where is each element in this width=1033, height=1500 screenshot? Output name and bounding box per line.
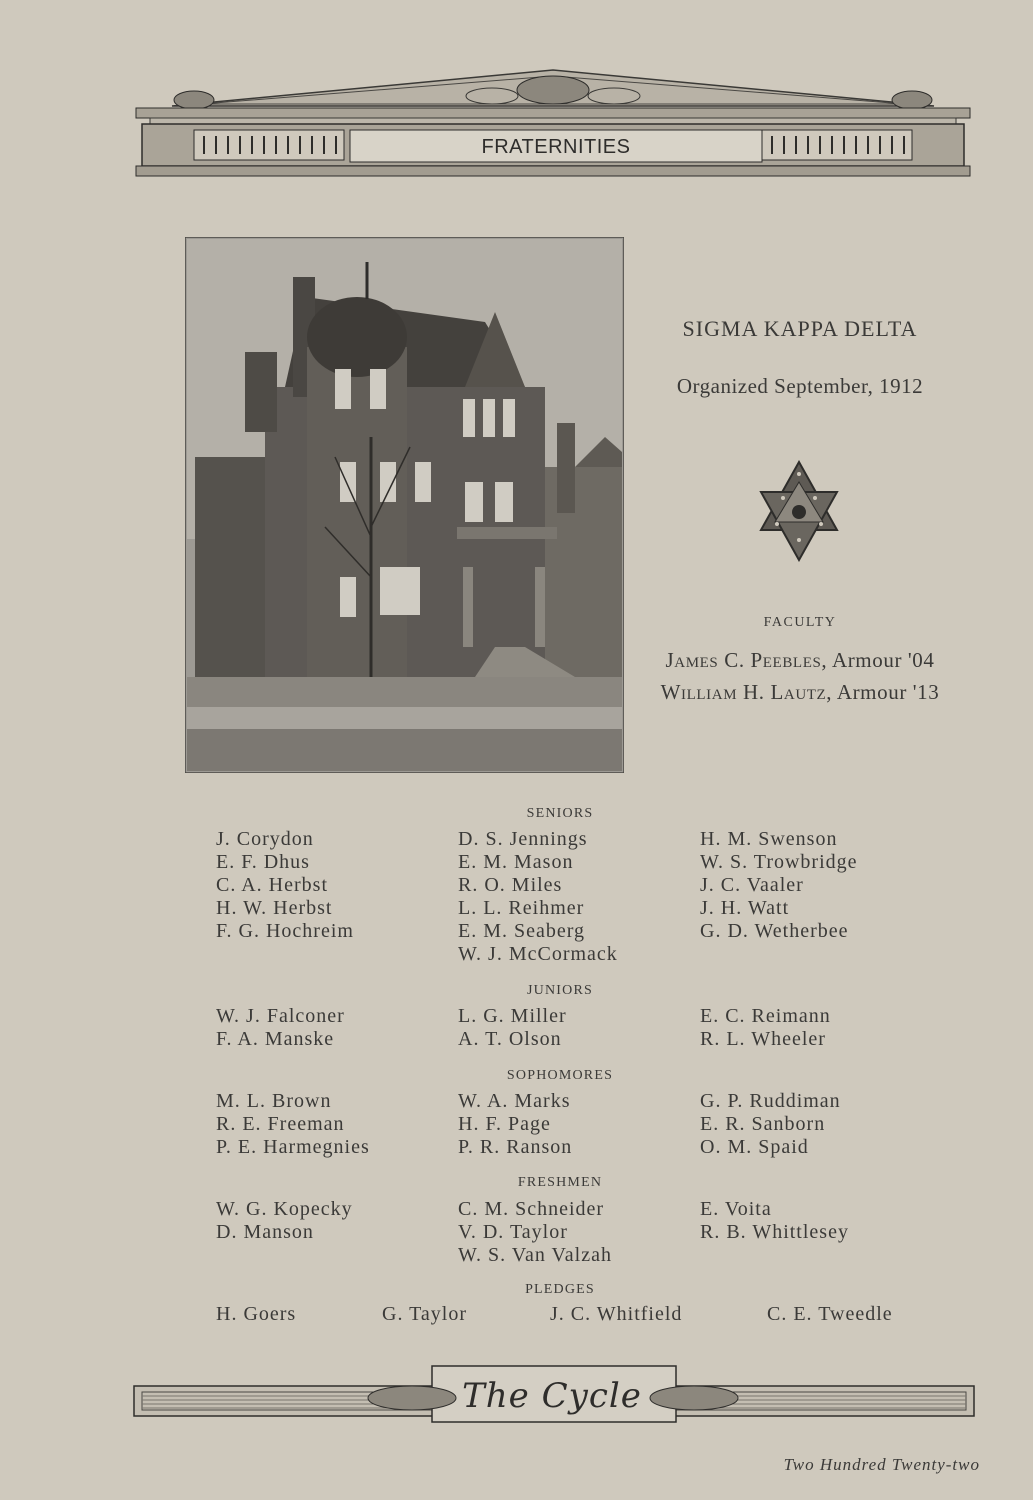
member-name: E. R. Sanborn xyxy=(700,1113,826,1135)
star-badge-icon xyxy=(757,460,841,562)
member-name: W. S. Van Valzah xyxy=(458,1244,612,1266)
faculty-affiliation: , Armour '13 xyxy=(826,680,940,704)
member-name: C. A. Herbst xyxy=(216,874,328,896)
member-name: H. F. Page xyxy=(458,1113,551,1135)
member-name: G. P. Ruddiman xyxy=(700,1090,841,1112)
member-name: J. C. Whitfield xyxy=(550,1303,683,1325)
member-name: M. L. Brown xyxy=(216,1090,332,1112)
seniors-heading: SENIORS xyxy=(526,806,594,821)
faculty-name: James C. Peebles xyxy=(665,648,822,672)
page-section-title: FRATERNITIES xyxy=(481,136,631,158)
freshmen-heading: FRESHMEN xyxy=(517,1175,603,1190)
member-name: L. L. Reihmer xyxy=(458,897,585,919)
member-name: E. C. Reimann xyxy=(700,1005,831,1027)
member-name: R. B. Whittlesey xyxy=(700,1221,849,1243)
member-name: J. Corydon xyxy=(216,828,314,850)
member-name: V. D. Taylor xyxy=(458,1221,568,1243)
member-name: F. G. Hochreim xyxy=(216,920,354,942)
member-name: R. O. Miles xyxy=(458,874,563,896)
yearbook-title: The Cycle xyxy=(462,1376,642,1416)
sophomores-heading: SOPHOMORES xyxy=(506,1068,614,1083)
member-name: C. E. Tweedle xyxy=(767,1303,893,1325)
member-name: W. S. Trowbridge xyxy=(700,851,858,873)
member-name: W. J. Falconer xyxy=(216,1005,345,1027)
member-name: W. A. Marks xyxy=(458,1090,571,1112)
ornamental-frieze xyxy=(132,68,974,180)
member-name: D. S. Jennings xyxy=(458,828,588,850)
member-name: J. C. Vaaler xyxy=(700,874,804,896)
member-name: C. M. Schneider xyxy=(458,1198,605,1220)
member-name: W. G. Kopecky xyxy=(216,1198,353,1220)
fraternity-name: SIGMA KAPPA DELTA xyxy=(682,316,918,341)
page-number: Two Hundred Twenty-two xyxy=(783,1455,980,1474)
faculty-heading: FACULTY xyxy=(763,615,837,630)
member-name: O. M. Spaid xyxy=(700,1136,809,1158)
header-banner xyxy=(132,68,974,180)
member-name: R. E. Freeman xyxy=(216,1113,345,1135)
member-name: D. Manson xyxy=(216,1221,314,1243)
house-illustration xyxy=(185,237,624,773)
faculty-name: William H. Lautz xyxy=(660,680,827,704)
organized-date: Organized September, 1912 xyxy=(676,374,924,398)
member-name: H. M. Swenson xyxy=(700,828,838,850)
member-name: P. E. Harmegnies xyxy=(216,1136,370,1158)
member-name: E. Voita xyxy=(700,1198,772,1220)
member-name: J. H. Watt xyxy=(700,897,790,919)
member-name: F. A. Manske xyxy=(216,1028,335,1050)
member-name: R. L. Wheeler xyxy=(700,1028,826,1050)
faculty-member xyxy=(630,680,970,705)
member-name: H. W. Herbst xyxy=(216,897,333,919)
member-name: P. R. Ranson xyxy=(458,1136,573,1158)
faculty-affiliation: , Armour '04 xyxy=(821,648,935,672)
member-name: G. D. Wetherbee xyxy=(700,920,849,942)
member-name: L. G. Miller xyxy=(458,1005,567,1027)
fraternity-star-badge xyxy=(757,460,841,562)
member-name: E. M. Mason xyxy=(458,851,574,873)
member-name: A. T. Olson xyxy=(458,1028,562,1050)
pledges-heading: PLEDGES xyxy=(525,1282,595,1297)
member-name: W. J. McCormack xyxy=(458,943,618,965)
member-name: H. Goers xyxy=(216,1303,297,1325)
member-name: E. F. Dhus xyxy=(216,851,310,873)
juniors-heading: JUNIORS xyxy=(527,983,593,998)
fraternity-house-photo xyxy=(185,237,624,773)
faculty-member xyxy=(630,648,970,673)
member-name: G. Taylor xyxy=(382,1303,467,1325)
member-name: E. M. Seaberg xyxy=(458,920,586,942)
